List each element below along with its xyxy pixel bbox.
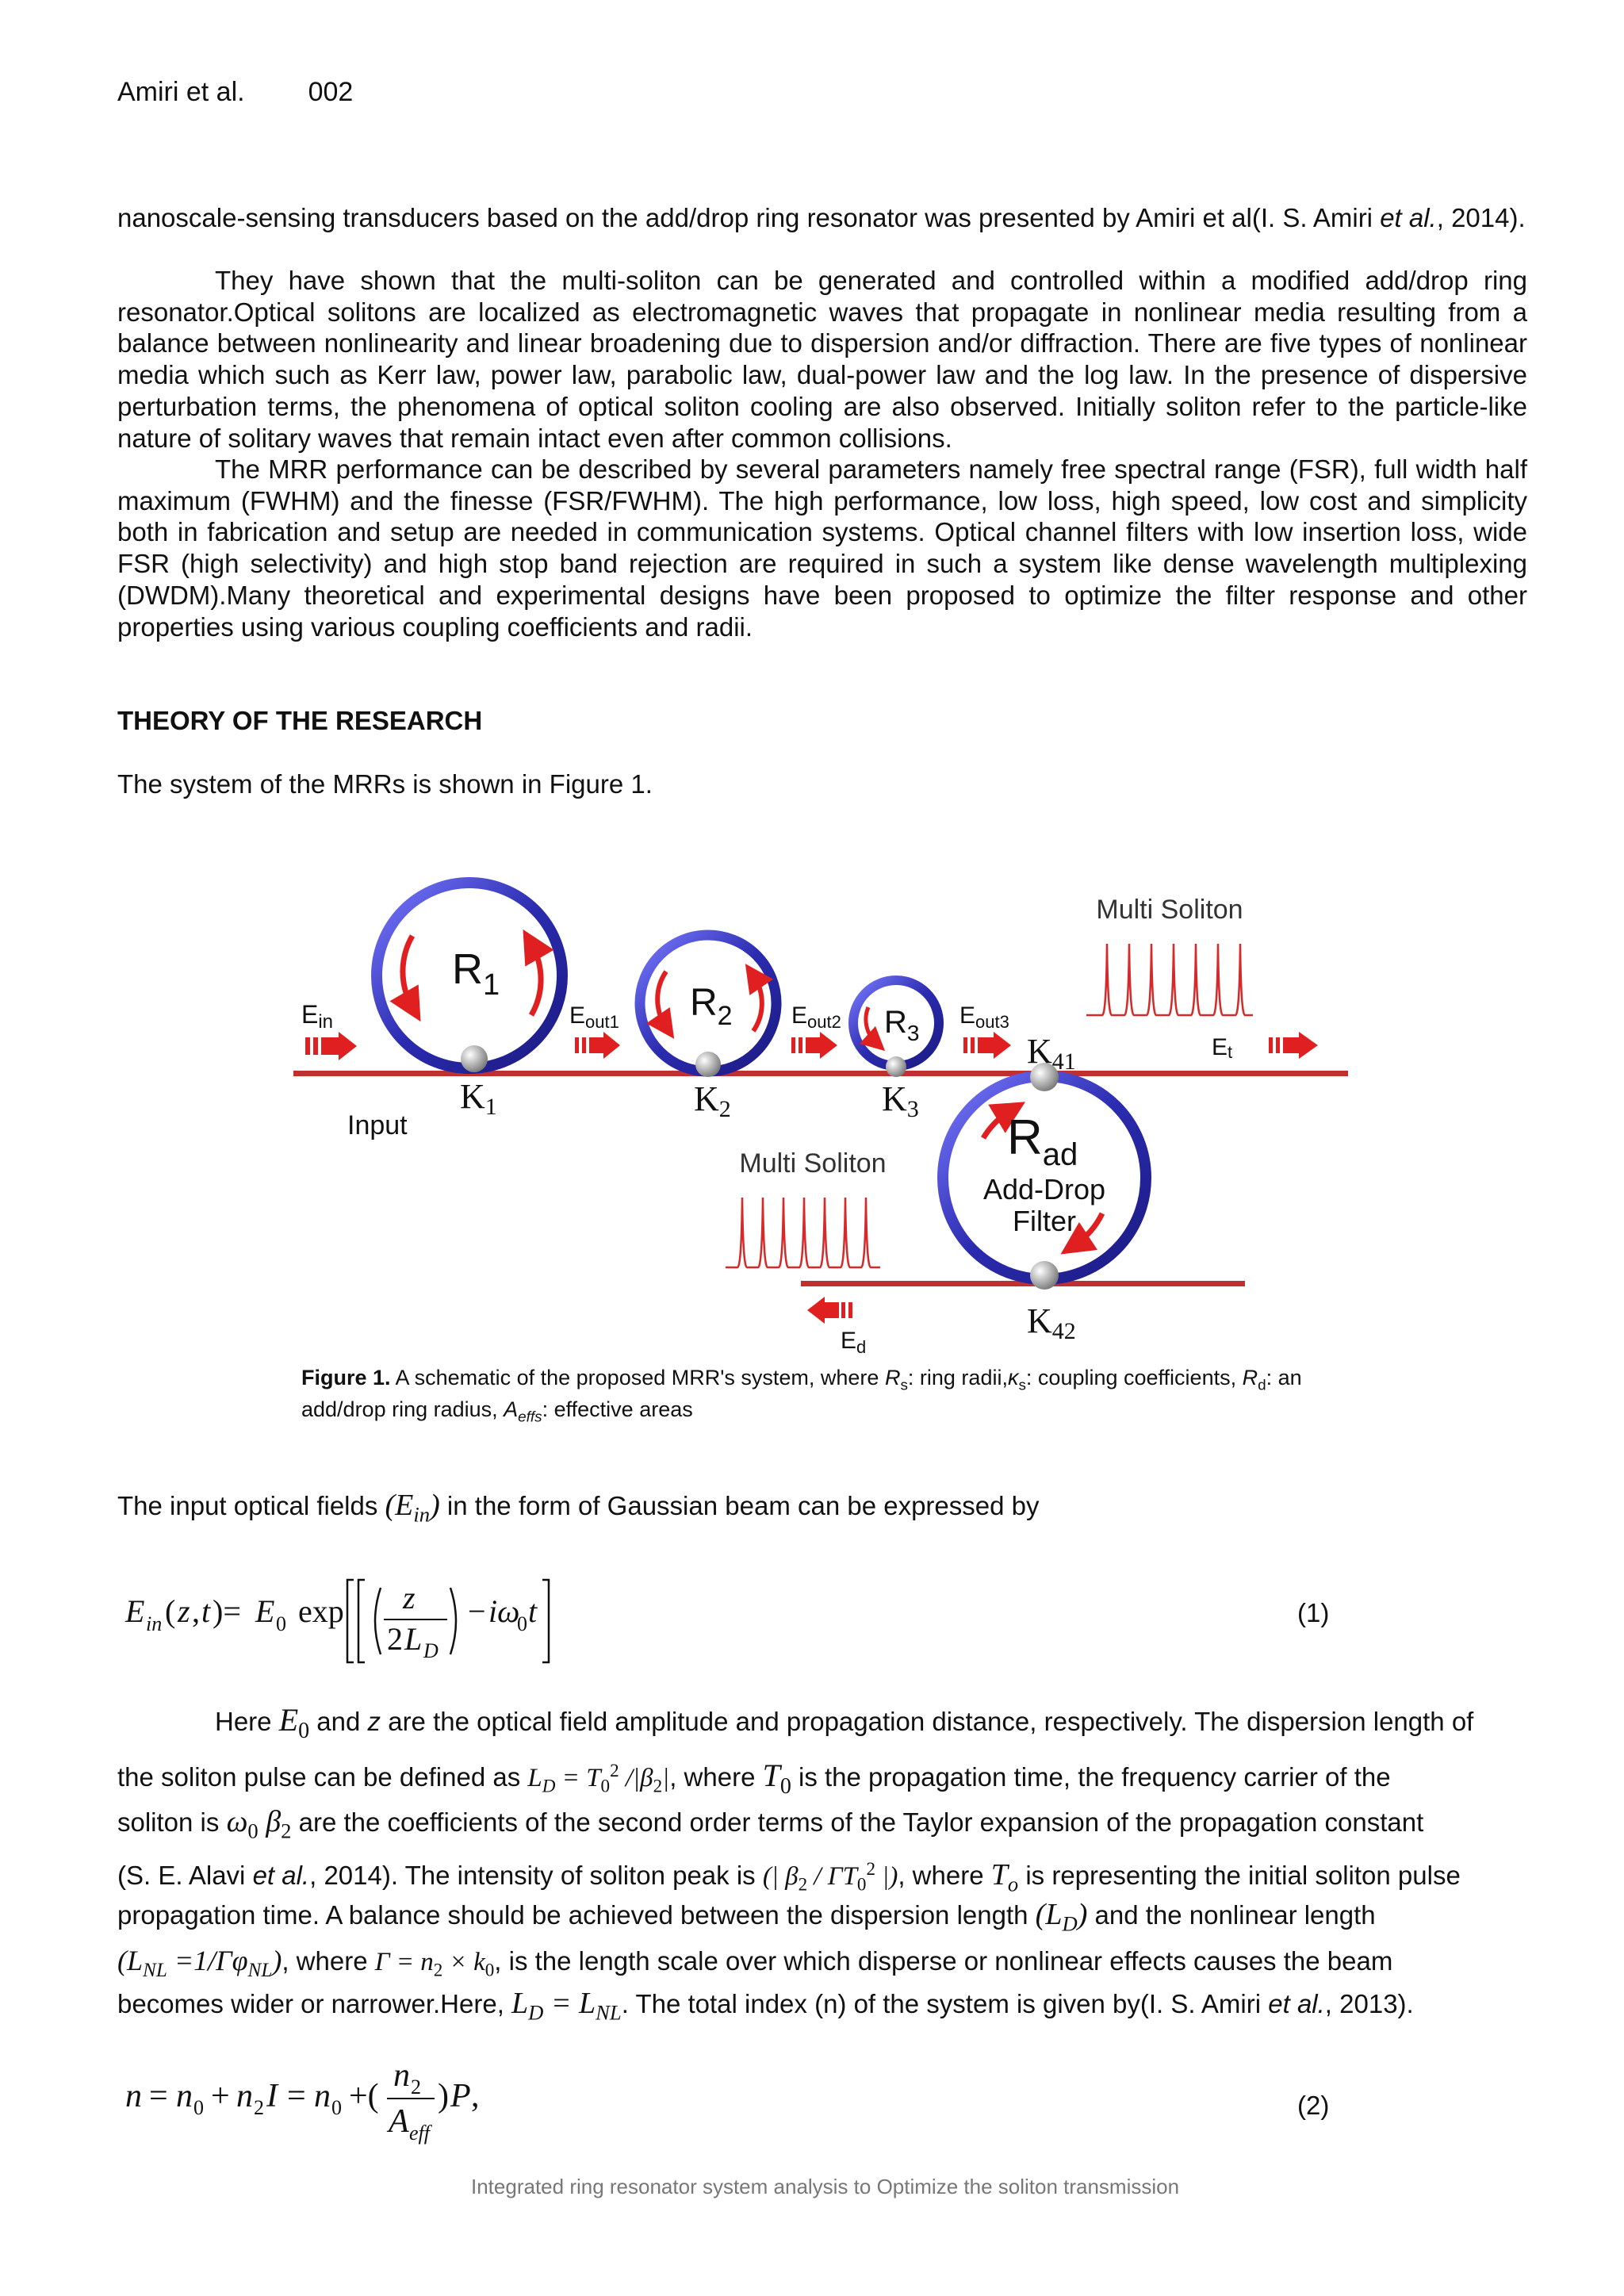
text: are the coefficients of the second order terms of the Taylor expansion of the propagation constant xyxy=(291,1807,1424,1837)
soliton-train-top xyxy=(1086,944,1253,1015)
arrow-input xyxy=(305,1032,357,1060)
svg-text:): ) xyxy=(438,2078,449,2114)
svg-text:n: n xyxy=(236,2078,253,2114)
field-label: E xyxy=(569,1002,586,1029)
svg-text:n: n xyxy=(125,2078,142,2114)
coupler-k1 xyxy=(461,1045,488,1072)
ring-label: R xyxy=(452,945,483,993)
field-sub: out2 xyxy=(807,1012,841,1032)
caption-label: Figure 1. xyxy=(301,1366,391,1389)
equation-1-number: (1) xyxy=(1297,1598,1330,1627)
math-ld-eq-lnl: $L_D = L_{NL}$ xyxy=(511,1987,622,2025)
paragraph-solitons: They have shown that the multi-soliton can be generated and controlled within a modified add/drop ring resonator.Optical solitons are localized as electromagnetic waves that propagate in nonlinear media resulting from a balance between nonlinearity and linear broadening due to dispersion and/or diffraction. There are five types of nonlinear media which such as Kerr law, power law, parabolic law, dual-power law and the log law. In the presence of dispersive perturbation terms, the phenomena of optical soliton cooling are also observed. Initially soliton refer to the particle-like nature of solitary waves that remain intact even after common collisions. xyxy=(117,266,1527,453)
svg-text:in: in xyxy=(146,1612,163,1635)
running-header xyxy=(117,77,416,108)
coupler-sub: 42 xyxy=(1051,1318,1076,1344)
svg-text:Eout3 xyxy=(959,1002,1009,1032)
svg-text:)=: )= xyxy=(213,1593,241,1629)
text: and the nonlinear length xyxy=(1087,1900,1376,1930)
equation-2 xyxy=(117,2054,625,2149)
arrow-out3 xyxy=(963,1032,1011,1059)
svg-text:E: E xyxy=(255,1593,275,1629)
text: , 2013). xyxy=(1324,1989,1414,2018)
ring-sub: 1 xyxy=(483,968,500,1002)
coupler-sub: 1 xyxy=(485,1094,497,1120)
soliton-train-bottom xyxy=(726,1198,880,1267)
ring-sub: ad xyxy=(1042,1137,1078,1172)
math-ld-def: $L_D = T_0^2$ $/|\beta_2|$ xyxy=(527,1760,670,1796)
input-sentence xyxy=(117,1488,1040,1527)
text: : an add/drop ring radius, xyxy=(301,1366,1302,1422)
arrow-out1 xyxy=(575,1032,620,1059)
add-drop-label-2: Filter xyxy=(1013,1205,1076,1237)
svg-text:t: t xyxy=(528,1593,538,1629)
math-ld: $(L_D)$ xyxy=(1035,1898,1088,1936)
figure-caption xyxy=(301,1366,1348,1430)
svg-text:,: , xyxy=(471,2078,480,2114)
field-label: E xyxy=(959,1002,976,1029)
field-sub: t xyxy=(1228,1042,1233,1062)
svg-text:Ed xyxy=(841,1328,866,1357)
text: : coupling coefficients, xyxy=(1025,1366,1243,1389)
svg-text:2: 2 xyxy=(387,1621,403,1657)
text: s xyxy=(1018,1377,1026,1394)
coupler-label: K xyxy=(1027,1301,1052,1340)
text: is the propagation time, the frequency carrier of the xyxy=(791,1762,1391,1792)
coupler-label: K xyxy=(694,1079,719,1118)
svg-text:K2 xyxy=(694,1079,731,1122)
section-heading: THEORY OF THE RESEARCH xyxy=(117,706,483,735)
svg-text:R2 xyxy=(690,982,733,1031)
svg-text:z: z xyxy=(403,1580,416,1616)
coupler-k42 xyxy=(1030,1261,1059,1290)
text: s xyxy=(900,1377,908,1394)
add-drop-label-1: Add-Drop xyxy=(982,1173,1106,1205)
coupler-label: K xyxy=(882,1079,907,1118)
field-label: E xyxy=(791,1002,808,1029)
text: , 2014). The intensity of soliton peak is xyxy=(309,1861,763,1890)
text: and xyxy=(309,1707,368,1736)
svg-text:Rad xyxy=(1007,1110,1078,1172)
coupler-label: K xyxy=(460,1077,485,1116)
svg-text:Eout2 xyxy=(791,1002,841,1032)
citation-etal: et al. xyxy=(1268,1989,1325,2018)
text: propagation time. A balance should be achieved between the dispersion length xyxy=(117,1900,1036,1930)
ring-rad-arrow-right xyxy=(1074,1213,1102,1245)
math-peak-intensity: (| $\beta_2 / \Gamma T_0^2$ |) xyxy=(762,1858,898,1895)
svg-text:L: L xyxy=(404,1621,423,1657)
svg-text:t: t xyxy=(201,1593,211,1629)
svg-text:D: D xyxy=(423,1639,439,1662)
coupler-k2 xyxy=(695,1052,721,1077)
svg-text:K1 xyxy=(460,1077,497,1120)
system-sentence: The system of the MRRs is shown in Figure 1. xyxy=(117,769,653,799)
ring-r3-arrow xyxy=(866,1007,876,1043)
svg-text:Ein xyxy=(301,1000,333,1033)
text: soliton is xyxy=(117,1807,227,1837)
coupler-k3 xyxy=(886,1056,906,1077)
svg-text:0: 0 xyxy=(517,1612,527,1635)
ring-r1-arrow-left xyxy=(403,936,412,1007)
svg-text:eff: eff xyxy=(409,2122,430,2145)
svg-text:+: + xyxy=(211,2078,230,2114)
text: the soliton pulse can be defined as xyxy=(117,1762,528,1792)
svg-text:0: 0 xyxy=(276,1612,286,1635)
header-page-number: 002 xyxy=(308,77,354,107)
svg-text:K42 xyxy=(1027,1301,1076,1344)
equation-2-number: (2) xyxy=(1297,2091,1330,2120)
ring-label: R xyxy=(884,1005,907,1040)
svg-text:R3 xyxy=(884,1005,919,1045)
text: , 2014). xyxy=(1436,203,1526,232)
ring-label: R xyxy=(1007,1110,1043,1165)
ring-r2-arrow-right xyxy=(753,976,762,1031)
ring-label: R xyxy=(690,982,718,1024)
field-sub: in xyxy=(318,1011,334,1033)
svg-text:K41 xyxy=(1027,1032,1076,1075)
svg-text:+(: +( xyxy=(349,2078,379,2114)
field-sub: out1 xyxy=(585,1012,619,1032)
svg-text:0: 0 xyxy=(331,2096,342,2119)
arrow-drop xyxy=(807,1297,852,1324)
svg-text:n: n xyxy=(314,2078,331,2114)
field-sub: d xyxy=(856,1337,867,1357)
text: The input optical fields xyxy=(117,1491,385,1520)
svg-text:=: = xyxy=(149,2078,168,2114)
ring-sub: 3 xyxy=(906,1021,920,1045)
svg-text:=: = xyxy=(287,2078,306,2114)
coupler-label: K xyxy=(1027,1032,1052,1071)
text: (S. E. Alavi xyxy=(117,1861,253,1890)
arrow-out2 xyxy=(791,1032,837,1059)
svg-text:I: I xyxy=(266,2078,278,2114)
math-gamma: $\Gamma = n_2 \times k_0$ xyxy=(374,1948,495,1980)
header-authors: Amiri et al. xyxy=(117,77,245,107)
text: in the form of Gaussian beam can be expressed by xyxy=(439,1491,1040,1520)
coupler-sub: 2 xyxy=(718,1096,731,1122)
paragraph-continuation xyxy=(117,202,1527,234)
text: is representing the initial soliton pulse xyxy=(1018,1861,1461,1890)
citation-etal: et al. xyxy=(252,1861,310,1890)
text: nanoscale-sensing transducers based on the add/drop ring resonator was presented by Amiri et al(I. S. Amiri xyxy=(117,203,1381,232)
svg-text:Et xyxy=(1212,1034,1232,1062)
coupler-sub: 3 xyxy=(906,1096,919,1122)
field-sub: out3 xyxy=(975,1012,1009,1032)
arrow-through xyxy=(1269,1032,1318,1059)
text: : effective areas xyxy=(542,1397,693,1422)
svg-text:E: E xyxy=(125,1593,145,1629)
svg-text:2: 2 xyxy=(411,2076,421,2099)
text: z xyxy=(367,1707,381,1736)
input-label: Input xyxy=(347,1110,408,1140)
math-to: $T_o$ xyxy=(990,1858,1019,1896)
text: d xyxy=(1258,1377,1266,1394)
svg-text:,: , xyxy=(192,1593,200,1629)
math-lnl-def: $(L_{NL} =1/\Gamma\varphi_{NL})$ xyxy=(117,1945,282,1982)
svg-text:z: z xyxy=(178,1593,190,1629)
svg-text:P: P xyxy=(450,2078,471,2114)
text: A schematic of the proposed MRR's system, where xyxy=(390,1366,885,1389)
text: , where xyxy=(282,1946,375,1976)
multi-soliton-label-top: Multi Soliton xyxy=(1096,895,1243,925)
coupler-sub: 41 xyxy=(1051,1048,1076,1075)
text: R xyxy=(884,1366,901,1389)
svg-text:n: n xyxy=(393,2057,410,2094)
field-label: E xyxy=(841,1328,857,1354)
text: , where xyxy=(898,1861,991,1890)
svg-text:(: ( xyxy=(165,1593,176,1629)
svg-text:iω: iω xyxy=(488,1593,520,1629)
text: becomes wider or narrower.Here, xyxy=(117,1989,512,2018)
svg-text:A: A xyxy=(389,2103,409,2140)
svg-text:2: 2 xyxy=(254,2096,264,2119)
paragraph-mrr-performance: The MRR performance can be described by several parameters namely free spectral range (FSR), full width half maximum (FWHM) and the finesse (FSR/FWHM). The high performance, low loss, high speed, low cost and simplicity both in fabrication and setup are needed in communication systems. Optical channel filters with low insertion loss, wide FSR (high selectivity) and high stop band rejection are required in such a system like dense wavelength multiplexing (DWDM).Many theoretical and experimental designs have been proposed to optimize the filter response and other properties using various coupling coefficients and radii. xyxy=(117,454,1527,642)
svg-text:n: n xyxy=(176,2078,193,2114)
svg-text:0: 0 xyxy=(193,2096,204,2119)
text: effs xyxy=(518,1409,542,1426)
text: are the optical field amplitude and propagation distance, respectively. The dispersion length of xyxy=(381,1707,1474,1736)
svg-text:R1 xyxy=(452,945,500,1002)
svg-text:Eout1 xyxy=(569,1002,619,1032)
text: , is the length scale over which disperse or nonlinear effects causes the beam xyxy=(494,1946,1393,1976)
body-line-7 xyxy=(117,1980,1527,2036)
multi-soliton-label-bottom: Multi Soliton xyxy=(739,1148,887,1179)
running-footer: Integrated ring resonator system analysis to Optimize the soliton transmission xyxy=(471,2175,1180,2198)
field-label: E xyxy=(301,1000,319,1029)
text: . The total index (n) of the system is given by(I. S. Amiri xyxy=(621,1989,1269,2018)
equation-1 xyxy=(117,1570,625,1673)
math-omega-beta: $\omega_0$ $\beta_2$ xyxy=(226,1805,292,1843)
citation-etal: et al. xyxy=(1380,203,1437,232)
math-t0: $T_0$ xyxy=(762,1757,791,1799)
svg-text:K3 xyxy=(882,1079,919,1122)
ring-sub: 2 xyxy=(717,1001,733,1031)
ring-r2-arrow-left xyxy=(657,972,666,1027)
math-ein: $(E_{in})$ xyxy=(385,1489,440,1527)
text: Here xyxy=(215,1707,279,1736)
text: κ xyxy=(1007,1366,1019,1389)
figure-mrr-system xyxy=(293,857,1356,1364)
text: : ring radii, xyxy=(907,1366,1008,1389)
ring-r1-arrow-right xyxy=(531,944,541,1015)
math-e0: $E_0$ xyxy=(278,1702,310,1743)
svg-text:exp: exp xyxy=(298,1593,344,1629)
text: R xyxy=(1242,1366,1258,1389)
body-line-1 xyxy=(117,1697,1527,1754)
text: , where xyxy=(669,1762,763,1792)
field-label: E xyxy=(1212,1034,1228,1060)
svg-text:−: − xyxy=(468,1593,486,1629)
text: A xyxy=(504,1397,519,1422)
